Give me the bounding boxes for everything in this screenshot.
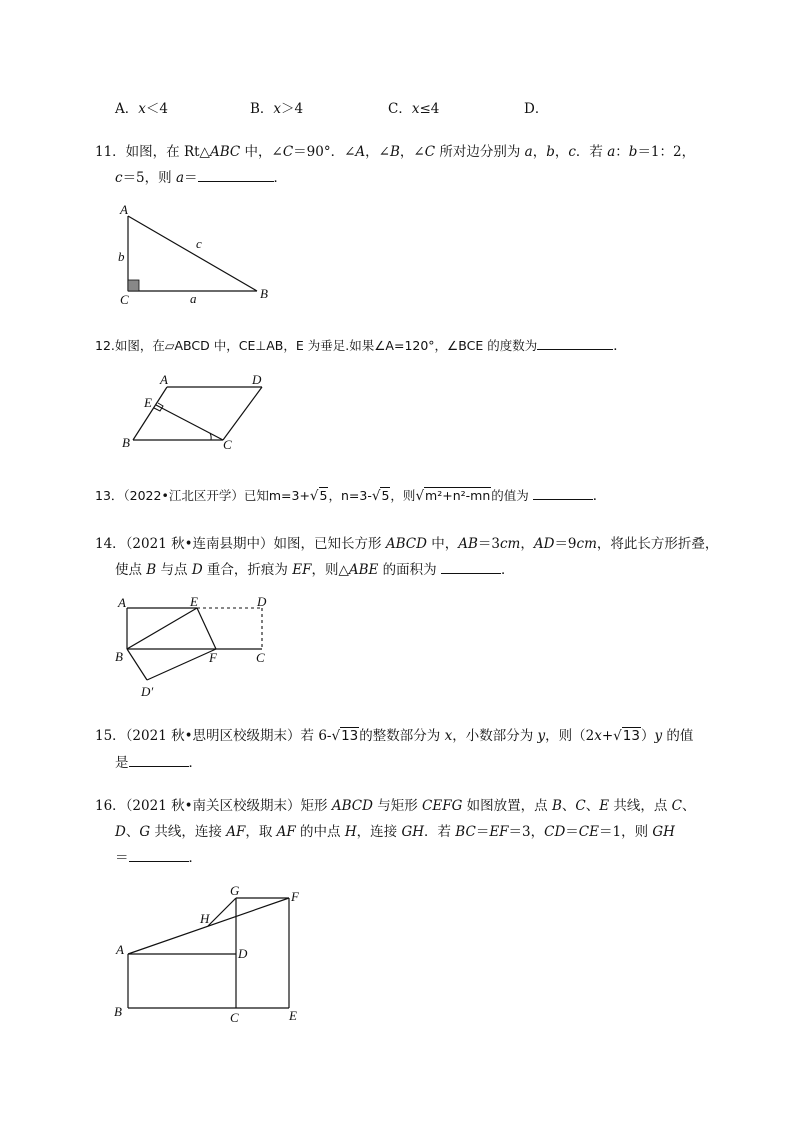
side-c	[128, 216, 257, 291]
label-a: a	[190, 291, 197, 306]
label-b: b	[118, 249, 125, 264]
q14-answer-blank	[441, 561, 501, 574]
q13-answer-blank	[533, 487, 593, 500]
label-A: A	[160, 372, 168, 387]
label-A: A	[118, 595, 126, 610]
label-C: C	[120, 292, 129, 307]
q11-answer-blank	[198, 169, 274, 182]
q12-parallelogram-figure	[115, 370, 280, 455]
label-E: E	[190, 594, 198, 609]
q10-option-a: A．x＜4	[115, 101, 168, 117]
q15-line2: 是 ．	[115, 755, 202, 771]
q14-line1: 14．（2021 秋•连南县期中）如图，已知长方形 ABCD 中，AB＝3cm，AD＝9cm，将此长方形折叠，	[95, 536, 719, 552]
label-H: H	[200, 911, 210, 926]
q12-line1: 12.如图，在▱ABCD 中，CE⊥AB，E 为垂足.如果∠A=120°，∠BCE 的度数为 ．	[95, 338, 627, 354]
label-F: F	[209, 650, 217, 665]
q10-option-d: D．	[524, 101, 549, 117]
label-D: D	[252, 372, 262, 387]
q15-answer-blank	[129, 754, 189, 767]
q14-fold-figure	[110, 592, 280, 707]
label-c: c	[196, 236, 202, 251]
q16-rectangles-figure	[108, 878, 308, 1028]
q16-line3: ＝ ．	[115, 850, 202, 866]
label-D: D	[257, 594, 267, 609]
q14-line2: 使点 B 与点 D 重合，折痕为 EF，则△ABE 的面积为 ．	[115, 562, 515, 578]
label-D-prime: D′	[141, 684, 154, 699]
q16-line2: D、G 共线，连接 AF，取 AF 的中点 H，连接 GH．若 BC＝EF＝3，CD＝CE＝1，则 GH	[115, 824, 675, 840]
label-E: E	[144, 395, 152, 410]
label-A: A	[120, 202, 128, 217]
q16-line1: 16．（2021 秋•南关区校级期末）矩形 ABCD 与矩形 CEFG 如图放置，点 B、C、E 共线，点 C、	[95, 798, 696, 814]
q15-line1: 15．（2021 秋•思明区校级期末）若 6-√13的整数部分为 x，小数部分为 y，则（2x+√13）y 的值	[95, 728, 694, 744]
label-B: B	[260, 286, 268, 301]
q11-triangle-figure	[110, 200, 280, 310]
q13-line1: 13．（2022•江北区开学）已知m=3+√5，n=3-√5，则√m²+n²-mn的值为 ．	[95, 488, 607, 504]
label-G: G	[230, 883, 240, 898]
q12-answer-blank	[537, 337, 613, 350]
label-F: F	[291, 889, 299, 904]
label-B: B	[122, 435, 130, 450]
label-C: C	[230, 1010, 239, 1025]
label-B: B	[115, 649, 123, 664]
q10-option-b: B．x＞4	[250, 101, 304, 117]
label-A: A	[116, 942, 124, 957]
label-B: B	[114, 1004, 122, 1019]
q11-line2: c＝5，则 a＝ ．	[115, 170, 288, 186]
label-E: E	[289, 1008, 297, 1023]
label-D: D	[238, 946, 248, 961]
label-C: C	[223, 437, 232, 452]
q16-answer-blank	[129, 849, 189, 862]
right-angle-mark	[128, 280, 139, 291]
label-C: C	[256, 650, 265, 665]
q11-line1: 11．如图，在 Rt△ABC 中，∠C＝90°．∠A，∠B，∠C 所对边分别为 a，b，c．若 a：b＝1：2，	[95, 144, 696, 160]
q10-option-c: C．x≤4	[388, 101, 440, 117]
